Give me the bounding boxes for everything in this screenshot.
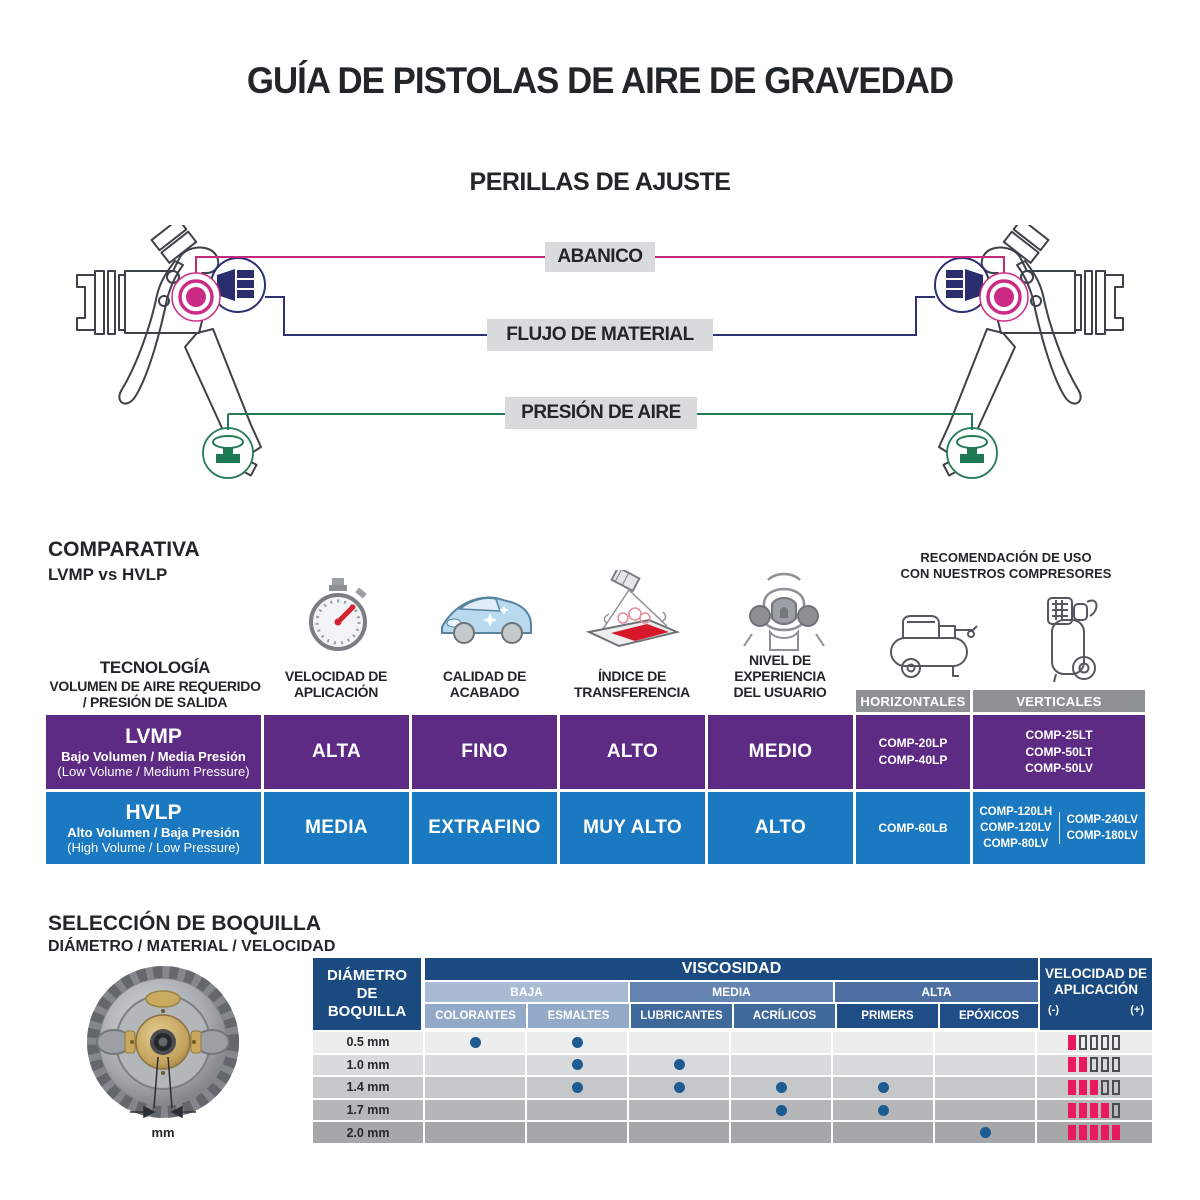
compressor-code: COMP-180LV [1066,830,1138,842]
col-header-speed: VELOCIDAD DE APLICACIÓN [284,668,388,701]
speed-bar [1090,1035,1098,1050]
speed-bar [1068,1103,1076,1118]
speed-bar [1090,1125,1098,1140]
dot-icon [572,1059,583,1070]
diameter-column-header: DIÁMETRO DE BOQUILLA [313,958,423,1030]
air-pressure-knob-icon [947,428,997,478]
material-dot-cell [731,1032,833,1053]
nozzle-photo [78,962,248,1127]
tech-sub-en: (High Volume / Low Pressure) [67,840,240,855]
spray-gun-left-illustration [65,225,315,485]
material-dot-cell [629,1032,731,1053]
speed-cell [1037,1032,1150,1053]
material-header-epoxicos: EPÓXICOS [940,1004,1038,1028]
vertical-compressor-icon [1038,592,1102,684]
finish-value: FINO [461,741,508,762]
dot-icon [674,1059,685,1070]
viscosity-table [313,958,1152,1143]
pressure-line-left [228,413,505,415]
nozzle-table-row [313,1053,1152,1076]
dot-icon [674,1082,685,1093]
fan-label: ABANICO [545,242,655,272]
compressor-code: COMP-120LH [979,805,1053,818]
viscosity-header: VISCOSIDAD [425,958,1038,980]
nozzle-diameter: 0.5 mm [313,1032,425,1053]
horizontal-compressor-codes [856,792,970,864]
compressor-code: COMP-50LT [1025,744,1093,759]
flow-line-left-b [283,296,285,336]
flow-line-left-c [283,334,487,336]
nozzle-diameter: 1.4 mm [313,1077,425,1098]
material-dot-cell [935,1055,1037,1076]
section-title-knobs: PERILLAS DE AJUSTE [469,168,731,196]
dot-icon [776,1105,787,1116]
transfer-panel-icon [583,570,683,660]
vertical-compressor-codes [973,715,1145,789]
nozzle-subheading: DIÁMETRO / MATERIAL / VELOCIDAD [48,938,336,955]
material-dot-cell [731,1122,833,1143]
flow-line-right-c [713,334,917,336]
fan-knob-icon [172,273,220,321]
speed-plus-label: (+) [1130,1004,1144,1017]
table-row-lvmp [46,715,1145,789]
horizontal-compressor-codes [856,715,970,789]
material-dot-cell [833,1077,935,1098]
speed-bar [1079,1125,1087,1140]
speed-minus-label: (-) [1048,1004,1059,1017]
tech-sub-en: (Low Volume / Medium Pressure) [57,764,250,779]
material-header-esmaltes: ESMALTES [528,1004,629,1028]
dot-icon [470,1037,481,1048]
flow-line-right-b [915,296,917,336]
material-dot-cell [527,1122,629,1143]
nozzle-table-row [313,1030,1152,1053]
speed-column-header [1040,958,1152,1030]
car-icon [438,585,536,647]
material-dot-cell [731,1055,833,1076]
material-dot-cell [731,1100,833,1121]
dot-icon [776,1082,787,1093]
dot-icon [878,1105,889,1116]
tech-name: LVMP [125,725,182,748]
speed-bar [1079,1080,1087,1095]
nozzle-rows [313,1030,1152,1143]
vertical-codes-group2 [1059,812,1146,844]
group-header-baja: BAJA [425,982,628,1002]
material-header-acrilicos: ACRÍLICOS [734,1004,835,1028]
material-dot-cell [425,1100,527,1121]
material-header-colorantes: COLORANTES [425,1004,526,1028]
nozzle-table-row [313,1098,1152,1121]
compressor-code: COMP-40LP [878,753,948,767]
speed-bar [1090,1080,1098,1095]
speed-bar [1112,1057,1120,1072]
col-header-technology-sub: VOLUMEN DE AIRE REQUERIDO / PRESIÓN DE SALIDA [49,677,261,710]
page-title: GUÍA DE PISTOLAS DE AIRE DE GRAVEDAD [246,60,954,101]
speed-value: MEDIA [305,817,368,838]
compressor-code: COMP-50LV [1025,761,1093,776]
speed-bar [1112,1080,1120,1095]
table-row-hvlp [46,792,1145,864]
col-header-technology: TECNOLOGÍA [99,658,211,677]
pressure-line-right-stub [971,414,973,430]
flow-line-right-a [915,296,935,298]
material-header-primers: PRIMERS [837,1004,938,1028]
material-dot-cell [629,1122,731,1143]
material-dot-cell [935,1100,1037,1121]
material-dot-cell [527,1055,629,1076]
nozzle-diameter: 1.7 mm [313,1100,425,1121]
compressor-code: COMP-60LB [878,820,948,835]
compressor-code: COMP-240LV [1066,813,1138,826]
finish-value: EXTRAFINO [428,817,541,838]
vertical-codes-group1 [973,804,1059,852]
col-header-transfer: ÍNDICE DE TRANSFERENCIA [574,668,690,701]
material-dot-cell [833,1055,935,1076]
fan-line-right [655,256,1004,258]
air-pressure-label: PRESIÓN DE AIRE [505,397,697,429]
nozzle-heading: SELECCIÓN DE BOQUILLA [48,912,322,935]
material-dot-cell [527,1100,629,1121]
air-pressure-knob-icon [203,428,253,478]
transfer-value: MUY ALTO [583,817,682,838]
experience-value: ALTO [754,817,807,838]
fan-line-right-stub [1003,256,1005,273]
dot-icon [878,1082,889,1093]
group-header-alta: ALTA [835,982,1038,1002]
speed-bar [1112,1035,1120,1050]
speed-bar [1101,1035,1109,1050]
flow-line-left-a [265,296,285,298]
fan-line-left [196,256,545,258]
material-dot-cell [527,1077,629,1098]
speed-bar [1068,1057,1076,1072]
compressor-code: COMP-25LT [1025,727,1093,742]
speed-bar [1079,1035,1087,1050]
horizontal-compressor-icon [885,608,980,682]
comparison-heading: COMPARATIVA [48,538,200,561]
respirator-icon [742,570,826,660]
nozzle-diameter: 1.0 mm [313,1055,425,1076]
speed-bar [1079,1057,1087,1072]
material-dot-cell [935,1077,1037,1098]
mm-label: mm [151,1125,175,1140]
tech-name: HVLP [125,801,182,824]
speed-cell [1037,1122,1150,1143]
nozzle-table-row [313,1120,1152,1143]
vertical-compressors-header: VERTICALES [973,690,1145,712]
tech-sub-es: Bajo Volumen / Media Presión [61,749,246,764]
fan-knob-icon [980,273,1028,321]
experience-value: MEDIO [748,741,813,762]
comparison-table [46,690,1145,865]
speed-bar [1090,1057,1098,1072]
speed-bar [1068,1125,1076,1140]
speed-cell [1037,1100,1150,1121]
material-dot-cell [731,1077,833,1098]
material-dot-cell [527,1032,629,1053]
compressor-code: COMP-120LV [980,821,1052,834]
dot-icon [572,1037,583,1048]
compressor-code: COMP-20LP [878,736,948,751]
dot-icon [980,1127,991,1138]
material-header-lubricantes: LUBRICANTES [631,1004,732,1028]
col-header-experience: NIVEL DE EXPERIENCIA DEL USUARIO [733,652,827,701]
material-dot-cell [629,1100,731,1121]
material-flow-label: FLUJO DE MATERIAL [487,319,713,351]
material-dot-cell [935,1122,1037,1143]
comparison-subheading: LVMP vs HVLP [48,565,168,584]
speed-cell [1037,1077,1150,1098]
speed-value: ALTA [311,741,362,762]
pressure-line-right [697,413,973,415]
col-header-finish: CALIDAD DE ACABADO [442,668,527,701]
pressure-line-left-stub [227,414,229,430]
speed-bar [1079,1103,1087,1118]
compressor-heading-line1: RECOMENDACIÓN DE USO [920,550,1092,565]
speed-header-text: VELOCIDAD DE APLICACIÓN [1044,966,1147,998]
material-dot-cell [425,1055,527,1076]
material-dot-cell [425,1122,527,1143]
tech-sub-es: Alto Volumen / Baja Presión [67,825,240,840]
material-dot-cell [833,1122,935,1143]
material-dot-cell [833,1032,935,1053]
speed-bar [1112,1125,1120,1140]
horizontal-compressors-header: HORIZONTALES [856,690,970,712]
speed-bar [1101,1057,1109,1072]
speed-bar [1101,1103,1109,1118]
speed-bar [1101,1080,1109,1095]
material-dot-cell [425,1077,527,1098]
nozzle-diameter: 2.0 mm [313,1122,425,1143]
fan-line-left-stub [195,256,197,273]
material-dot-cell [935,1032,1037,1053]
material-dot-cell [425,1032,527,1053]
speed-bar [1068,1035,1076,1050]
material-dot-cell [833,1100,935,1121]
transfer-value: ALTO [606,741,659,762]
speed-bar [1068,1080,1076,1095]
speed-bar [1101,1125,1109,1140]
dot-icon [572,1082,583,1093]
spray-gun-right-illustration [885,225,1135,485]
vertical-compressor-codes [973,792,1145,864]
stopwatch-icon [306,576,370,654]
material-dot-cell [629,1077,731,1098]
group-header-media: MEDIA [630,982,833,1002]
speed-bar [1090,1103,1098,1118]
speed-bar [1112,1103,1120,1118]
compressor-code: COMP-80LV [983,838,1049,851]
material-dot-cell [629,1055,731,1076]
compressor-heading-line2: CON NUESTROS COMPRESORES [900,566,1112,582]
speed-cell [1037,1055,1150,1076]
nozzle-table-row [313,1075,1152,1098]
